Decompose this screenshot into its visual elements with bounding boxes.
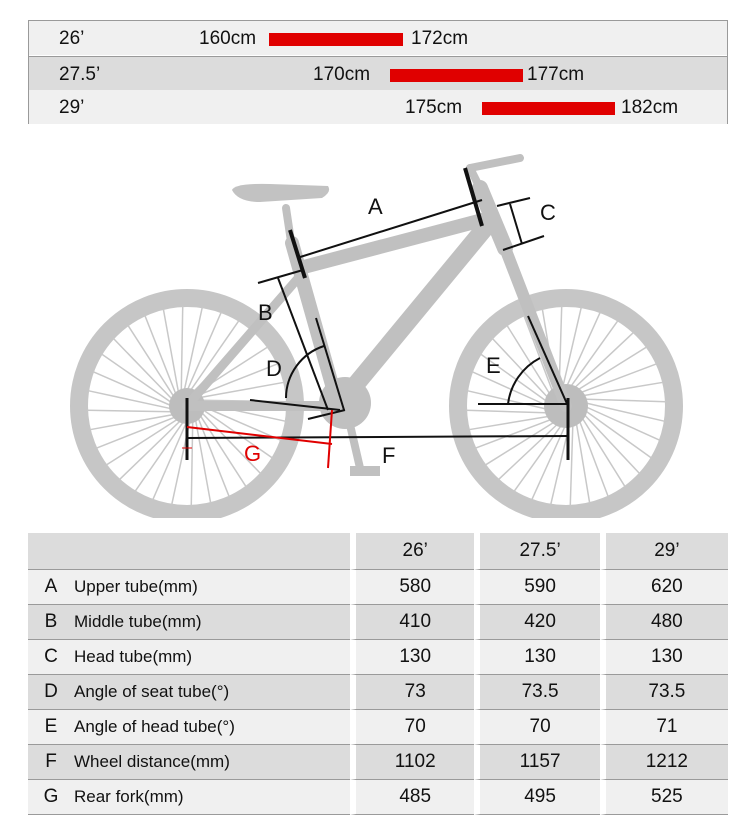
cell-value: 410: [350, 605, 474, 640]
row-letter: A: [28, 570, 74, 605]
spoke: [570, 423, 573, 506]
row-letter: G: [28, 780, 74, 815]
table-row: [28, 780, 728, 815]
saddle: [232, 184, 329, 202]
row-name: Rear fork(mm): [74, 780, 350, 815]
row-letter: C: [28, 640, 74, 675]
row-name: Upper tube(mm): [74, 570, 350, 605]
table-row: [28, 675, 728, 710]
size-row: [29, 21, 727, 55]
header-blank: [28, 533, 350, 570]
height-range-bar: [269, 33, 403, 46]
geometry-table: [28, 533, 728, 815]
cell-value: 525: [600, 780, 728, 815]
label-a: A: [368, 194, 383, 219]
row-letter: B: [28, 605, 74, 640]
row-name: Middle tube(mm): [74, 605, 350, 640]
cell-value: 1102: [350, 745, 474, 780]
cell-value: 130: [350, 640, 474, 675]
cell-value: 73: [350, 675, 474, 710]
table-row: [28, 570, 728, 605]
spoke: [181, 306, 182, 392]
spoke: [579, 364, 657, 393]
label-c: C: [540, 200, 556, 225]
cell-value: 485: [350, 780, 474, 815]
column-header-27-5: 27.5’: [474, 533, 599, 570]
table-row: [28, 710, 728, 745]
height-range-bar: [390, 69, 523, 82]
spoke: [583, 399, 666, 402]
spoke: [469, 416, 551, 430]
wheel-size-label: 27.5’: [59, 64, 101, 85]
spoke: [191, 420, 192, 506]
row-name: Wheel distance(mm): [74, 745, 350, 780]
cell-value: 1157: [474, 745, 599, 780]
label-b: B: [258, 300, 273, 325]
cell-value: 73.5: [474, 675, 599, 710]
row-name: Head tube(mm): [74, 640, 350, 675]
wheel-size-label: 26’: [59, 28, 85, 49]
cell-value: 70: [474, 710, 599, 745]
label-d: D: [266, 356, 282, 381]
min-height: 160cm: [199, 28, 257, 49]
cell-value: 1212: [600, 745, 728, 780]
cell-value: 620: [600, 570, 728, 605]
cell-value: 590: [474, 570, 599, 605]
spoke: [87, 410, 173, 411]
spoke: [579, 419, 608, 497]
label-g: G: [244, 441, 262, 466]
table-row: [28, 605, 728, 640]
cell-value: 70: [350, 710, 474, 745]
max-height: 182cm: [621, 97, 679, 118]
cell-value: 130: [600, 640, 728, 675]
cell-value: 420: [474, 605, 599, 640]
spoke: [475, 419, 553, 448]
max-height: 177cm: [527, 64, 585, 85]
cell-value: 480: [600, 605, 728, 640]
bike-geometry-diagram: [60, 148, 700, 518]
cell-value: 580: [350, 570, 474, 605]
cell-value: 130: [474, 640, 599, 675]
max-height: 172cm: [411, 28, 469, 49]
size-row: [29, 90, 727, 124]
height-range-bar: [482, 102, 615, 115]
column-header-26: 26’: [350, 533, 474, 570]
label-e: E: [486, 353, 501, 378]
wheel-size-label: 29’: [59, 97, 85, 118]
table-row: [28, 640, 728, 675]
spoke: [581, 382, 663, 396]
cell-value: 73.5: [600, 675, 728, 710]
column-header-29: 29’: [600, 533, 728, 570]
cell-value: 495: [474, 780, 599, 815]
table-row: [28, 745, 728, 780]
size-row: [29, 56, 727, 91]
label-f: F: [382, 443, 396, 468]
row-letter: E: [28, 710, 74, 745]
row-name: Angle of seat tube(°): [74, 675, 350, 710]
row-name: Angle of head tube(°): [74, 710, 350, 745]
spoke: [466, 410, 549, 413]
cell-value: 71: [600, 710, 728, 745]
row-letter: D: [28, 675, 74, 710]
min-height: 170cm: [313, 64, 371, 85]
min-height: 175cm: [405, 97, 463, 118]
rider-height-chart: [28, 20, 728, 124]
table-header-row: [28, 533, 728, 570]
spoke: [576, 421, 590, 503]
row-letter: F: [28, 745, 74, 780]
